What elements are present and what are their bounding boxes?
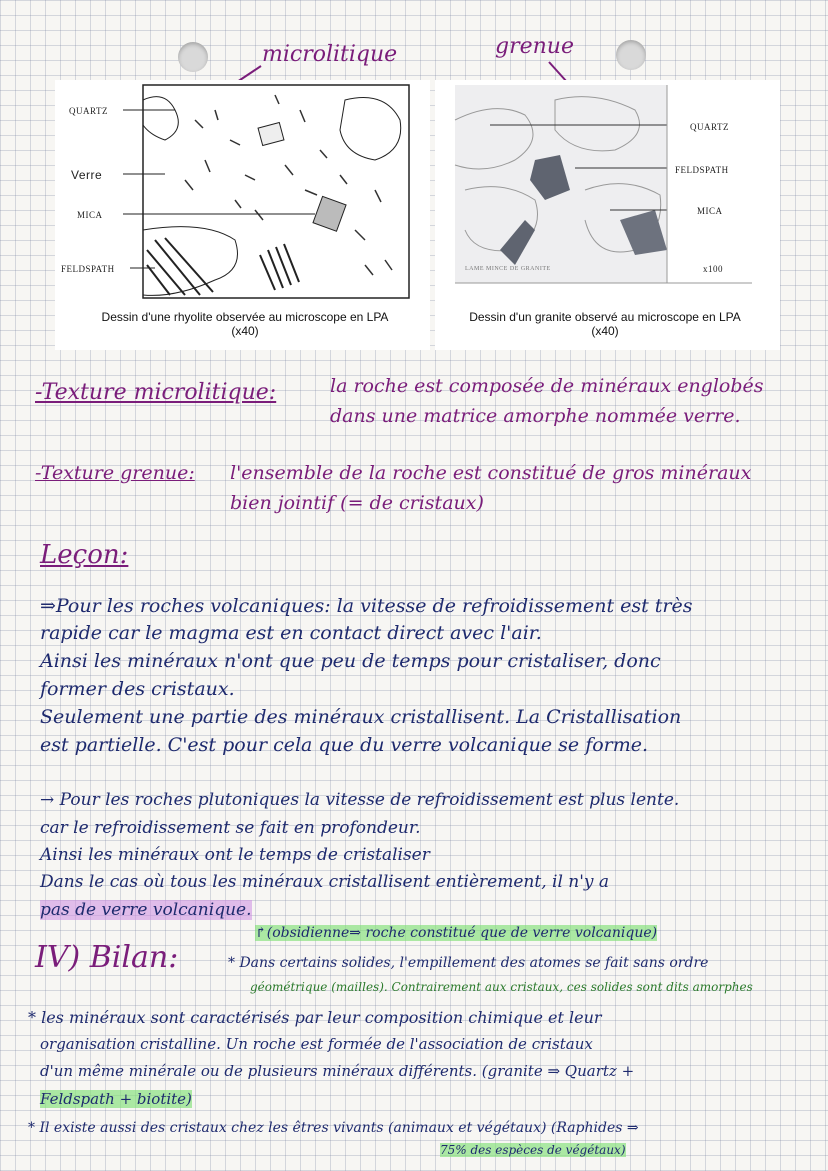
lesson-heading: Leçon: xyxy=(40,540,129,570)
annotation-microlitique: microlitique xyxy=(262,42,398,67)
bilan-title: IV) Bilan: xyxy=(35,940,179,975)
granite-label-mica: MICA xyxy=(697,206,723,216)
def-microlitique-text2: dans une matrice amorphe nommée verre. xyxy=(330,405,741,427)
volc-line-1: ⇒Pour les roches volcaniques: la vitesse de refroidissement est très xyxy=(40,595,693,617)
rhyolite-figure xyxy=(55,80,430,350)
pluto-line-4: Dans le cas où tous les minéraux cristallisent entièrement, il n'y a xyxy=(40,872,610,892)
binder-hole-right xyxy=(616,40,646,70)
bilan-obsidienne-note: ↱(obsidienne⇒ roche constitué que de verre volcanique) xyxy=(255,925,658,941)
star2-line-2: organisation cristalline. Un roche est formée de l'association de cristaux xyxy=(40,1035,593,1053)
granite-figure xyxy=(435,80,780,350)
rhyolite-label-mica: MICA xyxy=(77,210,103,220)
volc-line-4: former des cristaux. xyxy=(40,678,235,700)
star2-line-4: Feldspath + biotite) xyxy=(40,1090,192,1108)
bilan-star3-note: 75% des espèces de végétaux) xyxy=(440,1143,626,1157)
bilan-star3: * Il existe aussi des cristaux chez les êtres vivants (animaux et végétaux) (Raphides ⇒ xyxy=(28,1120,639,1136)
def-grenue-term: -Texture grenue: xyxy=(35,462,195,484)
pluto-line-2: car le refroidissement se fait en profondeur. xyxy=(40,818,421,838)
volc-line-5: Seulement une partie des minéraux cristallisent. La Cristallisation xyxy=(40,706,682,728)
star2-line-3: d'un même minérale ou de plusieurs minéraux différents. (granite ⇒ Quartz + xyxy=(40,1062,635,1080)
rhyolite-caption xyxy=(70,310,420,338)
volc-line-2: rapide car le magma est en contact direct avec l'air. xyxy=(40,622,542,644)
def-microlitique-text1: la roche est composée de minéraux englobés xyxy=(330,375,764,397)
star2-line-1: * les minéraux sont caractérisés par leur composition chimique et leur xyxy=(28,1008,602,1027)
binder-hole-left xyxy=(178,42,208,72)
granite-footer-right: x100 xyxy=(703,264,723,274)
pluto-line-3: Ainsi les minéraux ont le temps de cristaliser xyxy=(40,845,430,865)
rhyolite-label-verre: Verre xyxy=(71,168,103,182)
annotation-grenue: grenue xyxy=(495,34,574,59)
def-grenue-text1: l'ensemble de la roche est constitué de gros minéraux xyxy=(230,462,752,484)
volc-line-6: est partielle. C'est pour cela que du verre volcanique se forme. xyxy=(40,734,649,756)
granite-label-feldspath: FELDSPATH xyxy=(675,165,729,175)
rhyolite-label-quartz: QUARTZ xyxy=(69,106,108,116)
granite-caption-line1: Dessin d'un granite observé au microscope en LPA xyxy=(469,310,741,324)
rhyolite-caption-line2: (x40) xyxy=(231,324,259,338)
granite-label-quartz: QUARTZ xyxy=(690,122,729,132)
def-grenue-text2: bien jointif (= de cristaux) xyxy=(230,492,484,514)
pluto-line-1: → Pour les roches plutoniques la vitesse de refroidissement est plus lente. xyxy=(40,790,680,810)
volc-line-3: Ainsi les minéraux n'ont que peu de temps pour cristaliser, donc xyxy=(40,650,661,672)
bilan-star1-line2: géométrique (mailles). Contrairement aux cristaux, ces solides sont dits amorphes xyxy=(250,980,753,994)
rhyolite-label-feldspath: FELDSPATH xyxy=(61,264,115,274)
def-microlitique-term: -Texture microlitique: xyxy=(35,380,277,405)
granite-caption-line2: (x40) xyxy=(591,324,619,338)
rhyolite-caption-line1: Dessin d'une rhyolite observée au microscope en LPA xyxy=(101,310,389,324)
pluto-line-5: pas de verre volcanique. xyxy=(40,900,252,920)
granite-caption xyxy=(435,310,775,338)
granite-footer-left: LAME MINCE DE GRANITE xyxy=(465,266,551,272)
bilan-star1-line1: * Dans certains solides, l'empillement des atomes se fait sans ordre xyxy=(228,955,709,971)
